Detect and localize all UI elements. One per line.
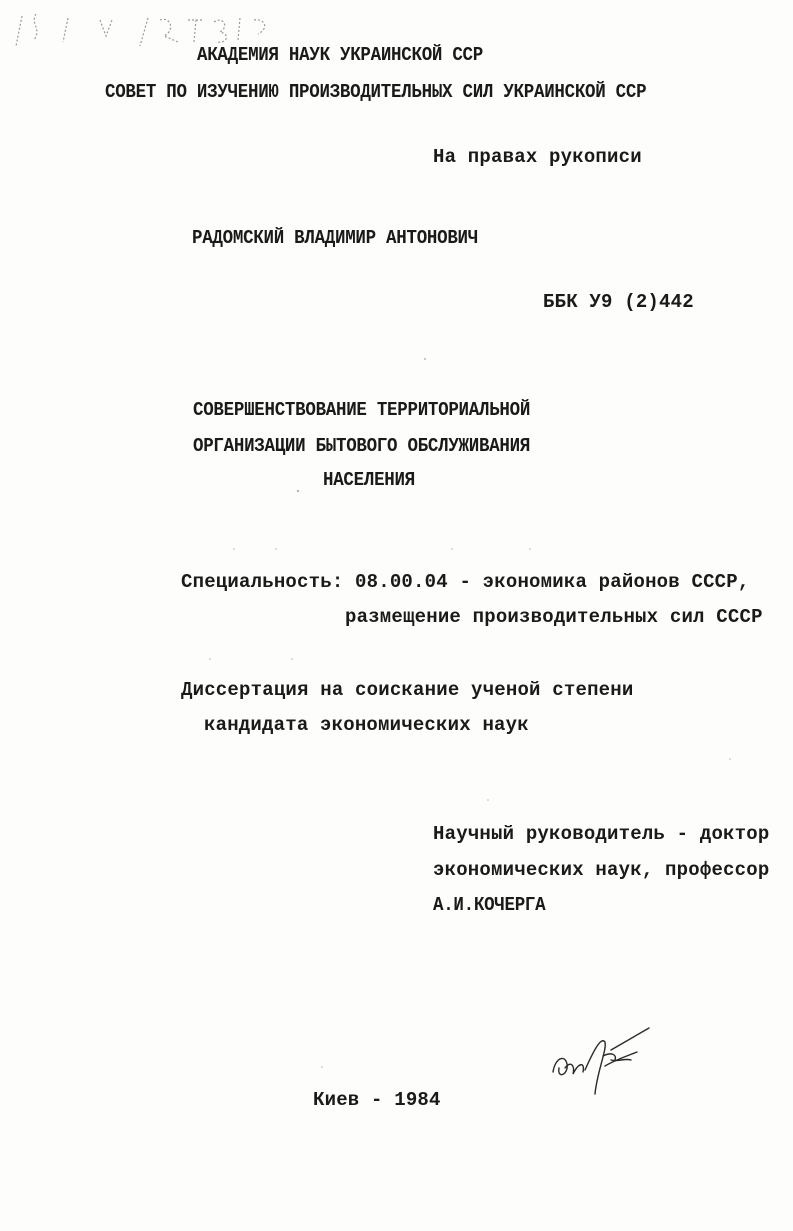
title-line-2: ОРГАНИЗАЦИИ БЫТОВОГО ОБСЛУЖИВАНИЯ [193, 435, 531, 457]
advisor-line-2: экономических наук, профессор [433, 859, 770, 881]
place-year: Киев - 1984 [313, 1089, 441, 1111]
council-heading: СОВЕТ ПО ИЗУЧЕНИЮ ПРОИЗВОДИТЕЛЬНЫХ СИЛ УКРАИНСКОЙ ССР [105, 81, 647, 103]
signature-icon [545, 1022, 655, 1102]
bbk-code: ББК У9 (2)442 [543, 291, 694, 313]
specialty-line-1: Специальность: 08.00.04 - экономика районов СССР, [181, 571, 750, 593]
dissertation-line-1: Диссертация на соискание ученой степени [181, 679, 634, 701]
title-line-3: НАСЕЛЕНИЯ [323, 469, 415, 491]
specialty-line-2: размещение производительных сил СССР [345, 606, 763, 628]
title-line-1: СОВЕРШЕНСТВОВАНИЕ ТЕРРИТОРИАЛЬНОЙ [193, 399, 531, 421]
academy-heading: АКАДЕМИЯ НАУК УКРАИНСКОЙ ССР [197, 44, 483, 66]
advisor-name: А.И.КОЧЕРГА [433, 894, 546, 916]
author-name: РАДОМСКИЙ ВЛАДИМИР АНТОНОВИЧ [192, 227, 478, 249]
advisor-line-1: Научный руководитель - доктор [433, 823, 770, 845]
dissertation-line-2: кандидата экономических наук [204, 714, 529, 736]
rights-note: На правах рукописи [433, 146, 642, 168]
